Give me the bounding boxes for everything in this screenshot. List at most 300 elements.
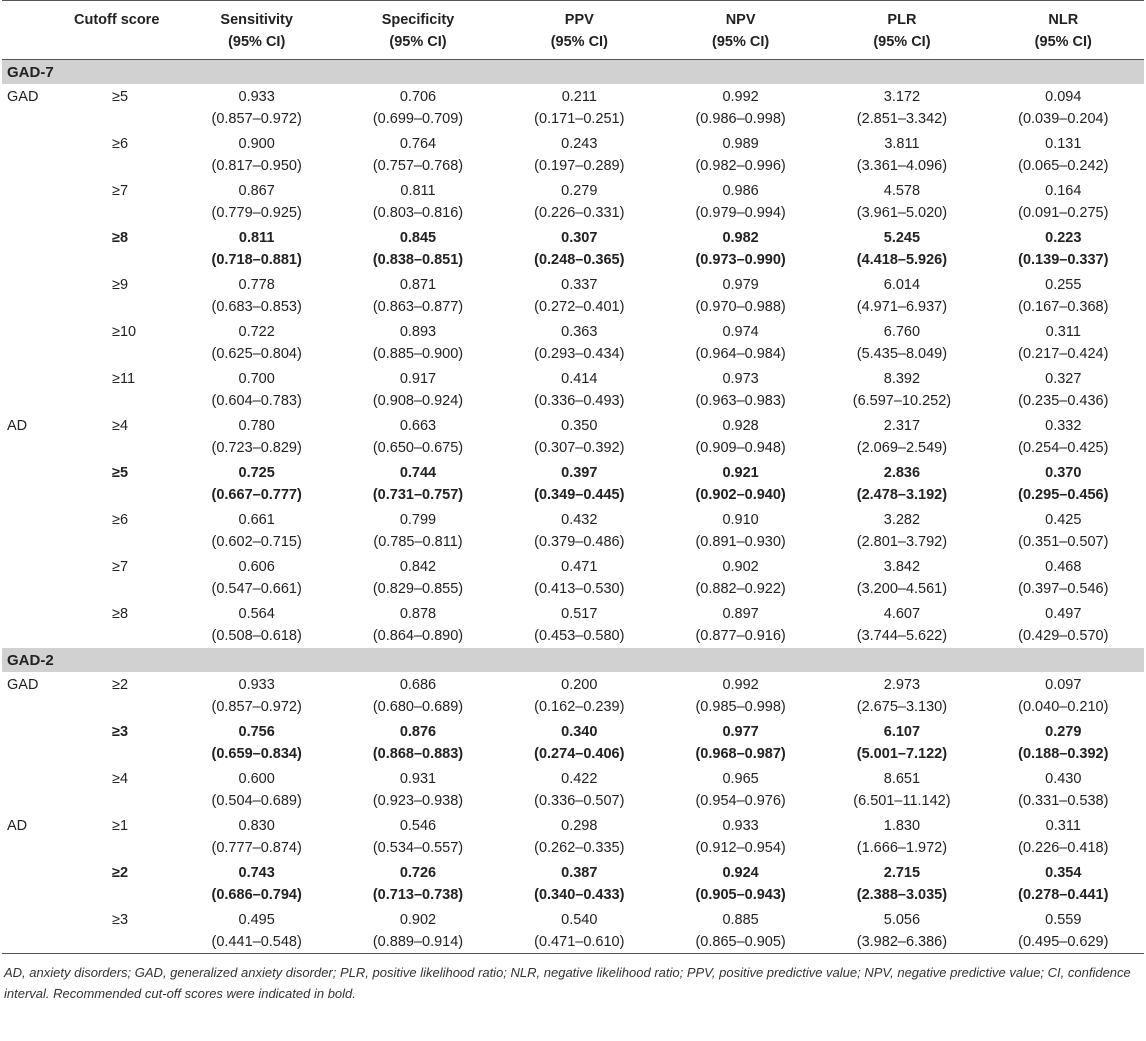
value-cell — [821, 766, 982, 813]
confidence-interval: (0.857–0.972) — [211, 111, 302, 127]
estimate-value: 0.311 — [1045, 818, 1081, 834]
estimate-value: 0.211 — [561, 89, 597, 105]
estimate-value: 0.973 — [722, 371, 759, 387]
value-cell — [176, 907, 337, 954]
value-cell — [660, 813, 821, 860]
cutoff-cell: ≥6 — [112, 512, 129, 528]
confidence-interval: (0.262–0.335) — [534, 840, 625, 856]
confidence-interval: (0.902–0.940) — [695, 487, 786, 503]
estimate-value: 0.332 — [1045, 418, 1082, 434]
confidence-interval: (2.388–3.035) — [856, 887, 948, 903]
cutoff-cell: ≥1 — [112, 818, 129, 834]
value-cell — [499, 766, 660, 813]
estimate-value: 0.495 — [238, 912, 275, 928]
estimate-value: 0.468 — [1045, 559, 1082, 575]
estimate-value: 0.471 — [561, 559, 598, 575]
value-cell — [983, 413, 1144, 460]
value-cell — [337, 413, 498, 460]
estimate-value: 0.979 — [722, 277, 759, 293]
table-row — [2, 860, 1144, 907]
group-cell: AD — [7, 418, 28, 434]
confidence-interval: (0.429–0.570) — [1018, 628, 1109, 644]
value-cell — [821, 672, 982, 719]
cutoff-cell: ≥10 — [112, 324, 137, 340]
value-cell — [176, 413, 337, 460]
table-row — [2, 84, 1144, 131]
section-header-row — [2, 60, 1144, 85]
estimate-value: 3.172 — [883, 89, 921, 105]
confidence-interval: (0.877–0.916) — [695, 628, 786, 644]
value-cell — [821, 319, 982, 366]
table-row — [2, 131, 1144, 178]
confidence-interval: (0.863–0.877) — [372, 299, 464, 315]
confidence-interval: (0.397–0.546) — [1018, 581, 1109, 597]
confidence-interval: (0.336–0.493) — [534, 393, 625, 409]
value-cell — [337, 601, 498, 648]
confidence-interval: (0.235–0.436) — [1018, 393, 1109, 409]
estimate-value: 2.836 — [883, 465, 921, 481]
value-cell — [660, 413, 821, 460]
estimate-value: 0.686 — [399, 677, 437, 693]
confidence-interval: (0.379–0.486) — [534, 534, 625, 550]
confidence-interval: (0.779–0.925) — [211, 205, 302, 221]
table-row — [2, 178, 1144, 225]
estimate-value: 0.867 — [238, 183, 275, 199]
estimate-value: 0.744 — [399, 465, 437, 481]
value-cell — [337, 507, 498, 554]
value-cell — [821, 460, 982, 507]
value-cell — [176, 601, 337, 648]
estimate-value: 0.974 — [722, 324, 759, 340]
estimate-value: 0.725 — [238, 465, 275, 481]
confidence-interval: (0.803–0.816) — [372, 205, 464, 221]
estimate-value: 0.497 — [1045, 606, 1082, 622]
value-cell — [660, 554, 821, 601]
estimate-value: 0.337 — [561, 277, 598, 293]
header-group — [2, 1, 68, 60]
cutoff-cell: ≥8 — [112, 606, 129, 622]
value-cell — [337, 460, 498, 507]
estimate-value: 0.989 — [722, 136, 759, 152]
confidence-interval: (0.718–0.881) — [211, 252, 302, 268]
value-cell — [660, 319, 821, 366]
value-cell — [821, 719, 982, 766]
estimate-value: 0.606 — [238, 559, 275, 575]
value-cell — [821, 860, 982, 907]
cutoff-cell: ≥7 — [112, 183, 129, 199]
header-specificity: Specificity (95% CI) — [337, 1, 498, 60]
value-cell — [176, 131, 337, 178]
confidence-interval: (0.293–0.434) — [534, 346, 625, 362]
confidence-interval: (0.307–0.392) — [534, 440, 625, 456]
confidence-interval: (0.504–0.689) — [211, 793, 302, 809]
value-cell — [499, 131, 660, 178]
confidence-interval: (0.534–0.557) — [372, 840, 464, 856]
estimate-value: 0.559 — [1045, 912, 1082, 928]
group-cell — [2, 860, 68, 907]
confidence-interval: (0.248–0.365) — [534, 252, 625, 268]
value-cell — [821, 225, 982, 272]
estimate-value: 1.830 — [883, 818, 921, 834]
estimate-value: 8.651 — [883, 771, 921, 787]
confidence-interval: (0.508–0.618) — [211, 628, 302, 644]
table-row — [2, 907, 1144, 954]
value-cell — [499, 319, 660, 366]
value-cell — [337, 860, 498, 907]
value-cell — [983, 601, 1144, 648]
table-row — [2, 766, 1144, 813]
value-cell — [983, 554, 1144, 601]
group-cell — [2, 319, 68, 366]
confidence-interval: (0.785–0.811) — [373, 534, 463, 550]
value-cell — [499, 672, 660, 719]
value-cell — [821, 554, 982, 601]
group-cell — [2, 507, 68, 554]
value-cell — [983, 319, 1144, 366]
estimate-value: 0.706 — [399, 89, 437, 105]
confidence-interval: (0.065–0.242) — [1018, 158, 1109, 174]
confidence-interval: (1.666–1.972) — [856, 840, 948, 856]
confidence-interval: (0.868–0.883) — [372, 746, 464, 762]
table-row — [2, 366, 1144, 413]
confidence-interval: (0.217–0.424) — [1018, 346, 1109, 362]
confidence-interval: (4.971–6.937) — [856, 299, 948, 315]
estimate-value: 0.924 — [722, 865, 759, 881]
estimate-value: 0.965 — [722, 771, 759, 787]
estimate-value: 0.799 — [399, 512, 437, 528]
confidence-interval: (0.413–0.530) — [534, 581, 625, 597]
estimate-value: 2.715 — [883, 865, 921, 881]
value-cell — [499, 413, 660, 460]
header-plr: PLR (95% CI) — [821, 1, 982, 60]
value-cell — [660, 366, 821, 413]
value-cell — [337, 766, 498, 813]
estimate-value: 0.878 — [399, 606, 437, 622]
estimate-value: 0.397 — [561, 465, 598, 481]
section-header-row — [2, 648, 1144, 672]
value-cell — [337, 272, 498, 319]
value-cell — [660, 601, 821, 648]
estimate-value: 0.764 — [399, 136, 437, 152]
value-cell — [176, 719, 337, 766]
cutoff-cell: ≥9 — [112, 277, 129, 293]
estimate-value: 0.425 — [1045, 512, 1082, 528]
group-cell: AD — [7, 818, 28, 834]
estimate-value: 0.910 — [722, 512, 759, 528]
confidence-interval: (6.501–11.142) — [853, 793, 951, 809]
header-row — [2, 1, 1144, 60]
estimate-value: 0.992 — [722, 89, 759, 105]
estimate-value: 6.014 — [883, 277, 921, 293]
estimate-value: 0.780 — [238, 418, 275, 434]
estimate-value: 0.830 — [238, 818, 275, 834]
confidence-interval: (4.418–5.926) — [856, 252, 948, 268]
table-row — [2, 413, 1144, 460]
value-cell — [337, 554, 498, 601]
confidence-interval: (6.597–10.252) — [852, 393, 952, 409]
estimate-value: 0.432 — [561, 512, 598, 528]
table-row — [2, 272, 1144, 319]
table-row — [2, 601, 1144, 648]
value-cell — [821, 907, 982, 954]
value-cell — [176, 672, 337, 719]
estimate-value: 0.933 — [238, 677, 275, 693]
confidence-interval: (0.349–0.445) — [534, 487, 625, 503]
confidence-interval: (0.964–0.984) — [695, 346, 786, 362]
confidence-interval: (0.865–0.905) — [695, 934, 786, 950]
value-cell — [176, 178, 337, 225]
value-cell — [983, 860, 1144, 907]
confidence-interval: (0.817–0.950) — [211, 158, 302, 174]
table-row — [2, 225, 1144, 272]
value-cell — [660, 907, 821, 954]
estimate-value: 0.340 — [561, 724, 598, 740]
value-cell — [499, 507, 660, 554]
value-cell — [176, 272, 337, 319]
estimate-value: 3.811 — [884, 136, 920, 152]
value-cell — [176, 225, 337, 272]
estimate-value: 0.546 — [399, 818, 437, 834]
confidence-interval: (0.713–0.738) — [372, 887, 464, 903]
value-cell — [821, 507, 982, 554]
confidence-interval: (0.680–0.689) — [372, 699, 464, 715]
estimate-value: 2.317 — [883, 418, 921, 434]
estimate-value: 0.661 — [238, 512, 275, 528]
confidence-interval: (0.891–0.930) — [695, 534, 786, 550]
confidence-interval: (0.864–0.890) — [372, 628, 464, 644]
confidence-interval: (2.478–3.192) — [856, 487, 948, 503]
estimate-value: 0.097 — [1045, 677, 1082, 693]
confidence-interval: (0.838–0.851) — [372, 252, 464, 268]
value-cell — [660, 719, 821, 766]
estimate-value: 0.986 — [722, 183, 759, 199]
value-cell — [176, 366, 337, 413]
estimate-value: 5.056 — [883, 912, 921, 928]
table-row — [2, 319, 1144, 366]
value-cell — [337, 225, 498, 272]
value-cell — [499, 84, 660, 131]
confidence-interval: (0.139–0.337) — [1018, 252, 1109, 268]
estimate-value: 0.726 — [399, 865, 437, 881]
confidence-interval: (0.963–0.983) — [695, 393, 786, 409]
confidence-interval: (0.908–0.924) — [372, 393, 464, 409]
value-cell — [821, 813, 982, 860]
confidence-interval: (0.340–0.433) — [534, 887, 625, 903]
value-cell — [176, 460, 337, 507]
estimate-value: 0.900 — [238, 136, 275, 152]
confidence-interval: (3.200–4.561) — [856, 581, 948, 597]
value-cell — [821, 366, 982, 413]
value-cell — [983, 907, 1144, 954]
confidence-interval: (0.731–0.757) — [372, 487, 464, 503]
estimate-value: 4.607 — [883, 606, 921, 622]
confidence-interval: (0.885–0.900) — [372, 346, 464, 362]
estimate-value: 0.756 — [238, 724, 275, 740]
confidence-interval: (0.254–0.425) — [1018, 440, 1109, 456]
estimate-value: 0.243 — [561, 136, 598, 152]
estimate-value: 0.700 — [238, 371, 275, 387]
confidence-interval: (2.675–3.130) — [856, 699, 948, 715]
confidence-interval: (0.091–0.275) — [1018, 205, 1109, 221]
estimate-value: 0.311 — [1045, 324, 1081, 340]
cutoff-cell: ≥8 — [112, 230, 129, 246]
estimate-value: 0.885 — [722, 912, 759, 928]
value-cell — [983, 178, 1144, 225]
estimate-value: 6.107 — [883, 724, 921, 740]
estimate-value: 0.200 — [561, 677, 598, 693]
confidence-interval: (5.435–8.049) — [856, 346, 948, 362]
group-cell — [2, 225, 68, 272]
estimate-value: 6.760 — [883, 324, 921, 340]
confidence-interval: (0.659–0.834) — [211, 746, 302, 762]
group-cell — [2, 460, 68, 507]
confidence-interval: (0.295–0.456) — [1018, 487, 1109, 503]
value-cell — [337, 813, 498, 860]
estimate-value: 0.811 — [238, 230, 275, 246]
section-title: GAD-2 — [2, 648, 1144, 672]
estimate-value: 0.917 — [399, 371, 437, 387]
confidence-interval: (0.909–0.948) — [695, 440, 786, 456]
value-cell — [176, 319, 337, 366]
confidence-interval: (0.777–0.874) — [211, 840, 302, 856]
table-row — [2, 672, 1144, 719]
estimate-value: 2.973 — [883, 677, 921, 693]
estimate-value: 3.842 — [883, 559, 921, 575]
table-row — [2, 813, 1144, 860]
diagnostic-accuracy-table — [2, 0, 1144, 954]
value-cell — [660, 672, 821, 719]
estimate-value: 0.422 — [561, 771, 598, 787]
estimate-value: 0.350 — [561, 418, 598, 434]
confidence-interval: (0.226–0.331) — [534, 205, 625, 221]
confidence-interval: (0.723–0.829) — [211, 440, 302, 456]
value-cell — [983, 84, 1144, 131]
confidence-interval: (0.039–0.204) — [1018, 111, 1109, 127]
estimate-value: 0.743 — [238, 865, 275, 881]
confidence-interval: (0.471–0.610) — [534, 934, 625, 950]
group-cell: GAD — [7, 89, 39, 105]
estimate-value: 0.902 — [399, 912, 437, 928]
estimate-value: 0.094 — [1045, 89, 1082, 105]
value-cell — [499, 272, 660, 319]
estimate-value: 0.540 — [561, 912, 598, 928]
value-cell — [499, 719, 660, 766]
estimate-value: 0.370 — [1045, 465, 1082, 481]
value-cell — [660, 84, 821, 131]
confidence-interval: (0.970–0.988) — [695, 299, 786, 315]
section-title: GAD-7 — [2, 60, 1144, 85]
confidence-interval: (0.979–0.994) — [695, 205, 786, 221]
estimate-value: 0.223 — [1045, 230, 1082, 246]
confidence-interval: (0.351–0.507) — [1018, 534, 1109, 550]
value-cell — [983, 507, 1144, 554]
value-cell — [337, 672, 498, 719]
value-cell — [660, 766, 821, 813]
confidence-interval: (0.197–0.289) — [534, 158, 625, 174]
value-cell — [176, 860, 337, 907]
estimate-value: 0.363 — [561, 324, 598, 340]
estimate-value: 0.414 — [561, 371, 598, 387]
confidence-interval: (0.226–0.418) — [1018, 840, 1109, 856]
estimate-value: 0.842 — [399, 559, 437, 575]
estimate-value: 0.564 — [238, 606, 275, 622]
estimate-value: 0.928 — [722, 418, 759, 434]
estimate-value: 0.977 — [722, 724, 759, 740]
cutoff-cell: ≥4 — [112, 771, 129, 787]
confidence-interval: (0.986–0.998) — [695, 111, 786, 127]
estimate-value: 0.931 — [399, 771, 437, 787]
value-cell — [983, 460, 1144, 507]
confidence-interval: (0.331–0.538) — [1018, 793, 1109, 809]
cutoff-cell: ≥6 — [112, 136, 129, 152]
confidence-interval: (3.744–5.622) — [856, 628, 948, 644]
estimate-value: 0.307 — [561, 230, 598, 246]
estimate-value: 0.663 — [399, 418, 437, 434]
value-cell — [499, 178, 660, 225]
header-nlr: NLR (95% CI) — [983, 1, 1144, 60]
table-body — [2, 60, 1144, 954]
estimate-value: 0.131 — [1045, 136, 1082, 152]
value-cell — [983, 719, 1144, 766]
confidence-interval: (3.982–6.386) — [856, 934, 948, 950]
value-cell — [821, 178, 982, 225]
cutoff-cell: ≥2 — [112, 865, 129, 881]
value-cell — [821, 413, 982, 460]
estimate-value: 0.354 — [1045, 865, 1082, 881]
confidence-interval: (0.602–0.715) — [211, 534, 302, 550]
confidence-interval: (0.882–0.922) — [695, 581, 786, 597]
value-cell — [821, 601, 982, 648]
group-cell — [2, 907, 68, 954]
cutoff-cell: ≥3 — [68, 907, 176, 954]
value-cell — [499, 813, 660, 860]
table-row — [2, 554, 1144, 601]
estimate-value: 0.164 — [1045, 183, 1082, 199]
value-cell — [499, 907, 660, 954]
confidence-interval: (3.361–4.096) — [856, 158, 948, 174]
value-cell — [337, 131, 498, 178]
value-cell — [660, 272, 821, 319]
estimate-value: 8.392 — [883, 371, 921, 387]
value-cell — [983, 766, 1144, 813]
estimate-value: 0.279 — [1045, 724, 1082, 740]
estimate-value: 0.982 — [722, 230, 759, 246]
value-cell — [660, 131, 821, 178]
estimate-value: 0.921 — [722, 465, 759, 481]
value-cell — [337, 366, 498, 413]
value-cell — [983, 366, 1144, 413]
estimate-value: 0.893 — [399, 324, 437, 340]
cutoff-cell: ≥3 — [112, 724, 129, 740]
estimate-value: 0.876 — [399, 724, 437, 740]
value-cell — [983, 672, 1144, 719]
confidence-interval: (0.954–0.976) — [695, 793, 786, 809]
confidence-interval: (0.040–0.210) — [1018, 699, 1109, 715]
value-cell — [821, 131, 982, 178]
value-cell — [176, 84, 337, 131]
value-cell — [499, 366, 660, 413]
confidence-interval: (0.905–0.943) — [695, 887, 786, 903]
confidence-interval: (0.188–0.392) — [1018, 746, 1109, 762]
header-cutoff-score: Cutoff score — [68, 1, 176, 60]
confidence-interval: (0.923–0.938) — [372, 793, 464, 809]
estimate-value: 0.845 — [399, 230, 437, 246]
estimate-value: 0.298 — [561, 818, 598, 834]
value-cell — [983, 272, 1144, 319]
confidence-interval: (0.453–0.580) — [534, 628, 625, 644]
cutoff-cell: ≥2 — [112, 677, 129, 693]
value-cell — [337, 907, 498, 954]
